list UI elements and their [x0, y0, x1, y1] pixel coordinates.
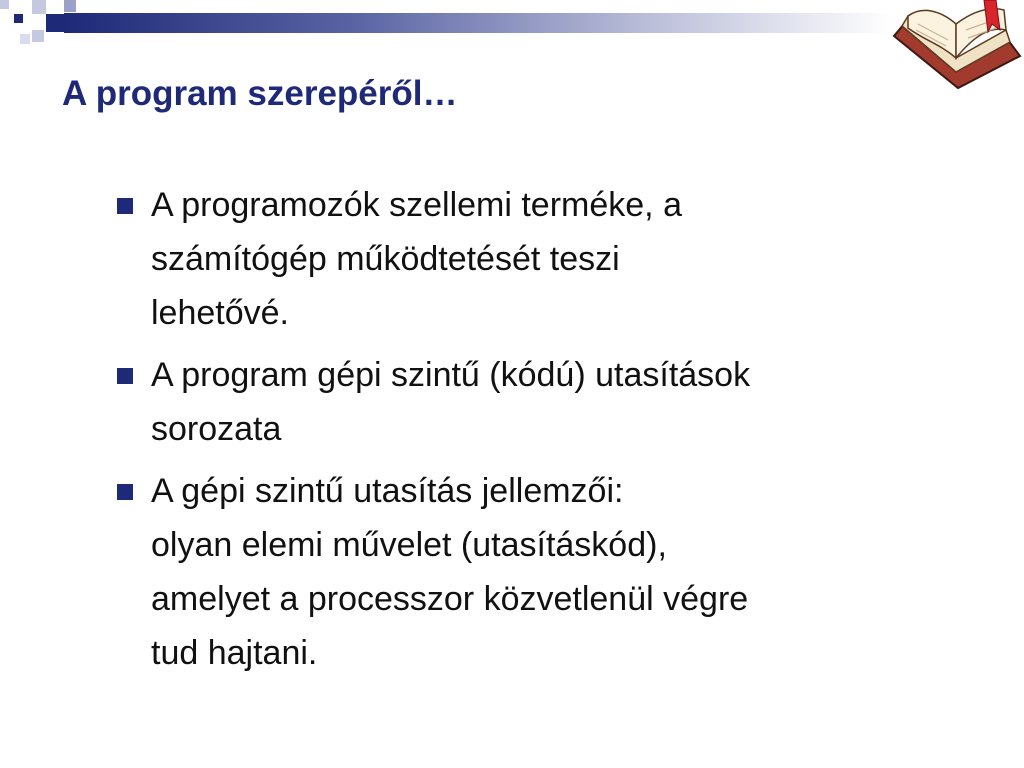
bullet-line: sorozata [151, 410, 282, 448]
bullet-line: számítógép működtetését teszi [151, 240, 620, 278]
slide-title: A program szerepéről… [62, 74, 458, 113]
bullet-list [116, 178, 976, 688]
open-book-icon [888, 0, 1024, 100]
bullet-line: A gépi szintű utasítás jellemzői: [151, 472, 624, 510]
bullet-line: tud hajtani. [151, 634, 318, 672]
bullet-line: lehetővé. [151, 294, 289, 332]
square-bullet-icon [117, 484, 133, 500]
bullet-line: A programozók szellemi terméke, a [151, 186, 682, 224]
bullet-item [116, 348, 976, 456]
square-bullet-icon [117, 198, 133, 214]
bullet-item [116, 178, 976, 340]
bullet-line: olyan elemi művelet (utasításkód), [151, 526, 667, 564]
bullet-line: amelyet a processzor közvetlenül végre [151, 580, 749, 618]
bullet-item [116, 464, 976, 680]
square-bullet-icon [117, 368, 133, 384]
bullet-line: A program gépi szintű (kódú) utasítások [151, 356, 751, 394]
header-bar [64, 13, 894, 33]
